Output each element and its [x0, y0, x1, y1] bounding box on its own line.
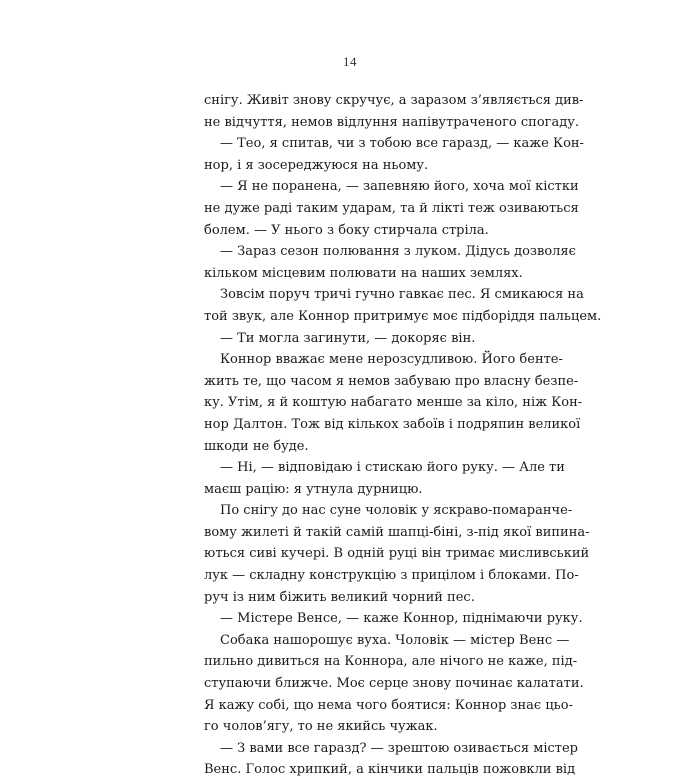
- text-line: ються сиві кучері. В одній руці він тримає мисливський: [204, 546, 590, 562]
- text-line: ку. Утім, я й коштую набагато менше за кіло, ніж Кон-: [204, 395, 583, 411]
- text-line: Венс. Голос хрипкий, а кінчики пальців пожовкли від: [204, 762, 576, 778]
- page-number: 14: [343, 54, 357, 69]
- text-line: не дуже раді таким ударам, та й лікті теж озиваються: [204, 200, 579, 216]
- text-line: — Я не поранена, — запевняю його, хоча мої кістки: [220, 179, 579, 195]
- text-line: Коннор вважає мене нерозсудливою. Його бенте-: [220, 352, 563, 368]
- text-line: — З вами все гаразд? — зрештою озивається містер: [220, 740, 578, 756]
- text-line: болем. — У нього з боку стирчала стріла.: [204, 222, 489, 238]
- text-line: — Ні, — відповідаю і стискаю його руку. — Але ти: [220, 460, 565, 476]
- text-line: — Тео, я спитав, чи з тобою все гаразд, — каже Кон-: [220, 136, 584, 152]
- text-line: руч із ним біжить великий чорний пес.: [204, 589, 475, 605]
- text-line: не відчуття, немов відлуння напівутраченого спогаду.: [204, 114, 580, 130]
- text-line: кільком місцевим полювати на наших землях.: [204, 265, 523, 281]
- text-line: Собака нашорошує вуха. Чоловік — містер Венс —: [220, 632, 570, 648]
- text-line: — Зараз сезон полювання з луком. Дідусь дозволяє: [220, 244, 576, 260]
- body-text: [204, 90, 602, 781]
- text-line: вому жилеті й такій самій шапці-біні, з-під якої випина-: [204, 524, 590, 540]
- text-line: Зовсім поруч тричі гучно гавкає пес. Я смикаюся на: [220, 287, 584, 303]
- text-line: пильно дивиться на Коннора, але нічого не каже, під-: [204, 654, 578, 670]
- text-line: нор, і я зосереджуюся на ньому.: [204, 157, 429, 173]
- text-line: нор Далтон. Тож від кількох забоїв і подряпин великої: [204, 416, 581, 432]
- text-line: шкоди не буде.: [204, 438, 309, 454]
- text-line: жить те, що часом я немов забуваю про власну безпе-: [204, 373, 579, 389]
- text-line: маєш рацію: я утнула дурницю.: [204, 481, 423, 497]
- text-line: го чолов’ягу, то не якийсь чужак.: [204, 719, 438, 735]
- text-line: той звук, але Коннор притримує моє підборіддя пальцем.: [204, 308, 602, 324]
- text-line: ступаючи ближче. Моє серце знову починає калатати.: [204, 676, 584, 692]
- text-line: снігу. Живіт знову скручує, а заразом з’являється див-: [204, 93, 584, 108]
- text-line: По снігу до нас суне чоловік у яскраво-помаранче-: [220, 503, 573, 519]
- text-line: — Ти могла загинути, — докоряє він.: [220, 330, 476, 346]
- text-line: лук — складну конструкцію з прицілом і блоками. По-: [204, 568, 579, 584]
- text-line: — Містере Венсе, — каже Коннор, піднімаючи руку.: [220, 611, 583, 627]
- text-line: Я кажу собі, що нема чого боятися: Коннор знає цьо-: [204, 697, 573, 713]
